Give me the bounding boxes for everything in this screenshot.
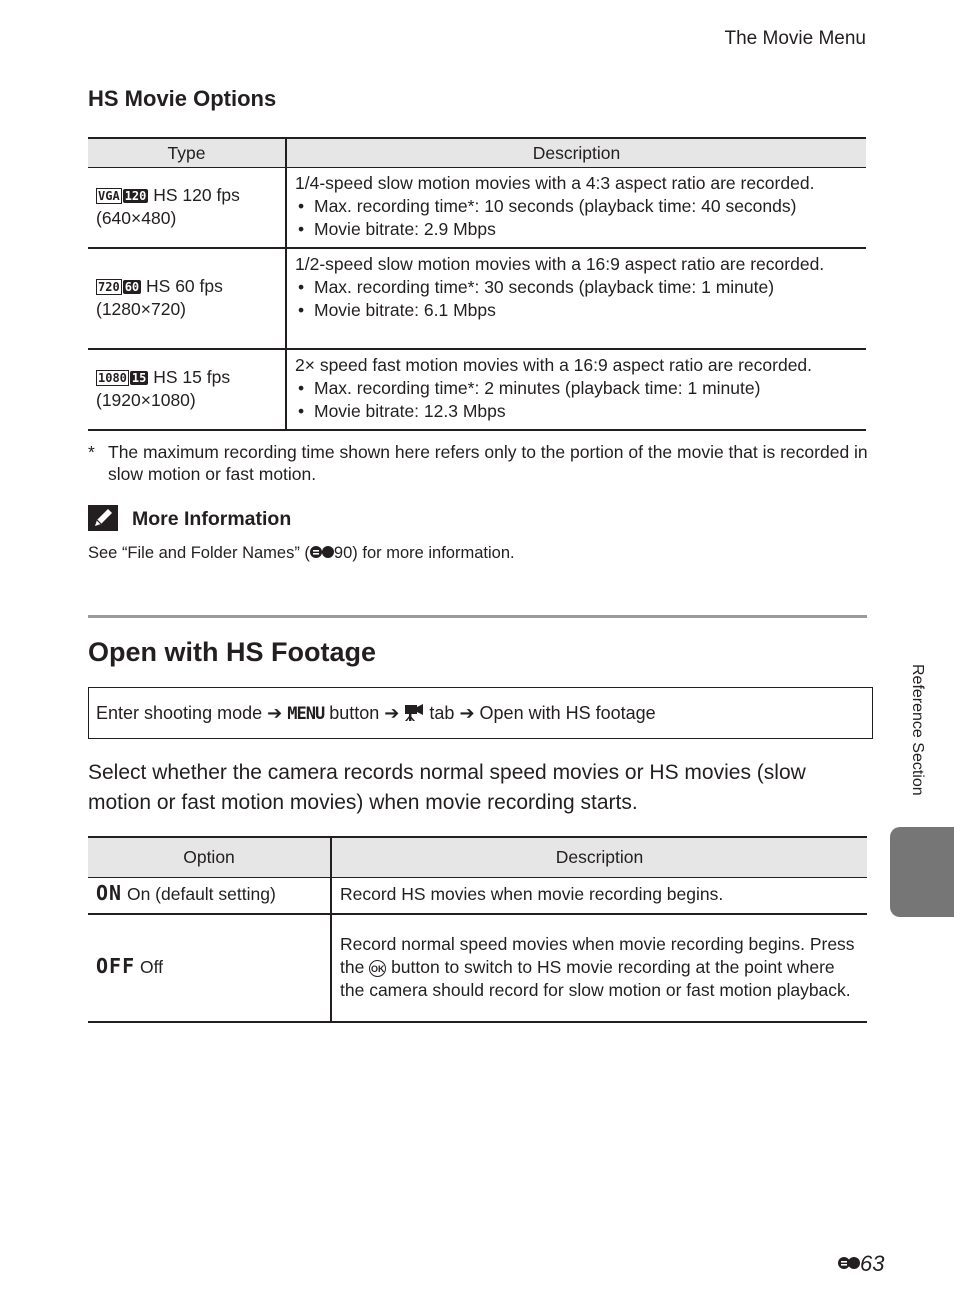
col-header-description: Description (331, 837, 867, 877)
hs-options-heading: HS Movie Options (88, 86, 277, 111)
side-thumb-tab (890, 827, 954, 917)
bullet-item: • Movie bitrate: 6.1 Mbps (295, 299, 858, 322)
path-step-button: button (329, 703, 380, 723)
bullet-item: • Movie bitrate: 12.3 Mbps (295, 400, 858, 423)
description-cell (286, 248, 866, 349)
intro-paragraph: Select whether the camera records normal speed movies or HS movies (slow motion or fast motion movies) when movie recording starts. (88, 761, 806, 814)
table-header-row (88, 837, 867, 877)
more-info-title: More Information (132, 508, 292, 530)
menu-path-box (88, 687, 873, 739)
reference-section-icon (838, 1250, 860, 1264)
table-row (88, 248, 866, 349)
arrow-icon: ➔ (384, 703, 400, 723)
path-step-open-hs-footage: Open with HS footage (479, 703, 656, 723)
description-summary: 2× speed fast motion movies with a 16:9 aspect ratio are recorded. (295, 355, 813, 375)
bullet-item: • Max. recording time*: 2 minutes (playback time: 1 minute) (295, 377, 858, 400)
hs-options-table (88, 137, 866, 431)
off-mode-icon: OFF (96, 954, 136, 978)
footnote-marker: * (88, 442, 95, 462)
more-info-page-ref[interactable]: 90 (333, 544, 353, 562)
hs-1080-15-icon: 1080 15 (98, 370, 147, 385)
open-hs-options-table (88, 836, 867, 1023)
type-name: HS 120 fps (153, 184, 240, 205)
movie-camera-tab-icon (404, 703, 424, 723)
hs-720-60-icon: 720 60 (98, 279, 140, 294)
path-step-tab: tab (429, 703, 455, 723)
table-row (88, 914, 867, 1022)
type-name: HS 60 fps (146, 275, 223, 296)
col-header-description: Description (286, 138, 866, 168)
col-header-type: Type (88, 138, 286, 168)
arrow-icon: ➔ (267, 703, 283, 723)
hs-vga-120-icon: VGA 120 (98, 188, 147, 203)
description-cell: Record normal speed movies when movie recording begins. Press the OK button to switch to HS movie recording at the point where the camera should record for slow motion or fast motion playback. (331, 914, 867, 1022)
type-cell (88, 248, 286, 349)
table-row (88, 168, 866, 249)
type-resolution: (640×480) (96, 207, 177, 228)
option-label: On (default setting) (126, 884, 276, 905)
path-step-shooting-mode: Enter shooting mode (96, 703, 263, 723)
more-info-text: See “File and Folder Names” ( 90) for more information. (88, 544, 515, 562)
reference-section-icon (310, 544, 334, 562)
description-cell: Record HS movies when movie recording begins. (331, 877, 867, 914)
section-divider (88, 615, 867, 618)
option-label: Off (140, 957, 164, 977)
footnote (88, 441, 868, 485)
bullet-item: • Max. recording time*: 30 seconds (playback time: 1 minute) (295, 276, 858, 299)
bullet-item: • Max. recording time*: 10 seconds (playback time: 40 seconds) (295, 195, 858, 218)
description-summary: 1/2-speed slow motion movies with a 16:9 aspect ratio are recorded. (295, 254, 825, 274)
menu-button-icon: MENU (287, 704, 325, 724)
type-resolution: (1920×1080) (96, 389, 196, 410)
open-hs-heading: Open with HS Footage (88, 637, 376, 667)
option-cell (88, 914, 331, 1022)
col-header-option: Option (88, 837, 331, 877)
running-header: The Movie Menu (724, 28, 866, 49)
on-mode-icon: ON (96, 881, 123, 906)
page-number: 63 (838, 1250, 884, 1277)
bullet-item: • Movie bitrate: 2.9 Mbps (295, 218, 858, 241)
type-cell (88, 349, 286, 430)
table-row (88, 877, 867, 914)
description-cell (286, 168, 866, 249)
footnote-text: The maximum recording time shown here refers only to the portion of the movie that is recorded in slow motion or fast motion. (108, 442, 868, 484)
side-section-label: Reference Section (909, 664, 926, 796)
description-cell (286, 349, 866, 430)
type-cell (88, 168, 286, 249)
description-summary: 1/4-speed slow motion movies with a 4:3 aspect ratio are recorded. (295, 173, 815, 193)
type-name: HS 15 fps (153, 366, 231, 387)
table-header-row (88, 138, 866, 168)
pencil-note-icon (88, 505, 118, 531)
option-cell (88, 877, 331, 914)
ok-button-icon: OK (369, 960, 386, 977)
arrow-icon: ➔ (459, 703, 475, 723)
type-resolution: (1280×720) (96, 298, 187, 319)
table-row (88, 349, 866, 430)
